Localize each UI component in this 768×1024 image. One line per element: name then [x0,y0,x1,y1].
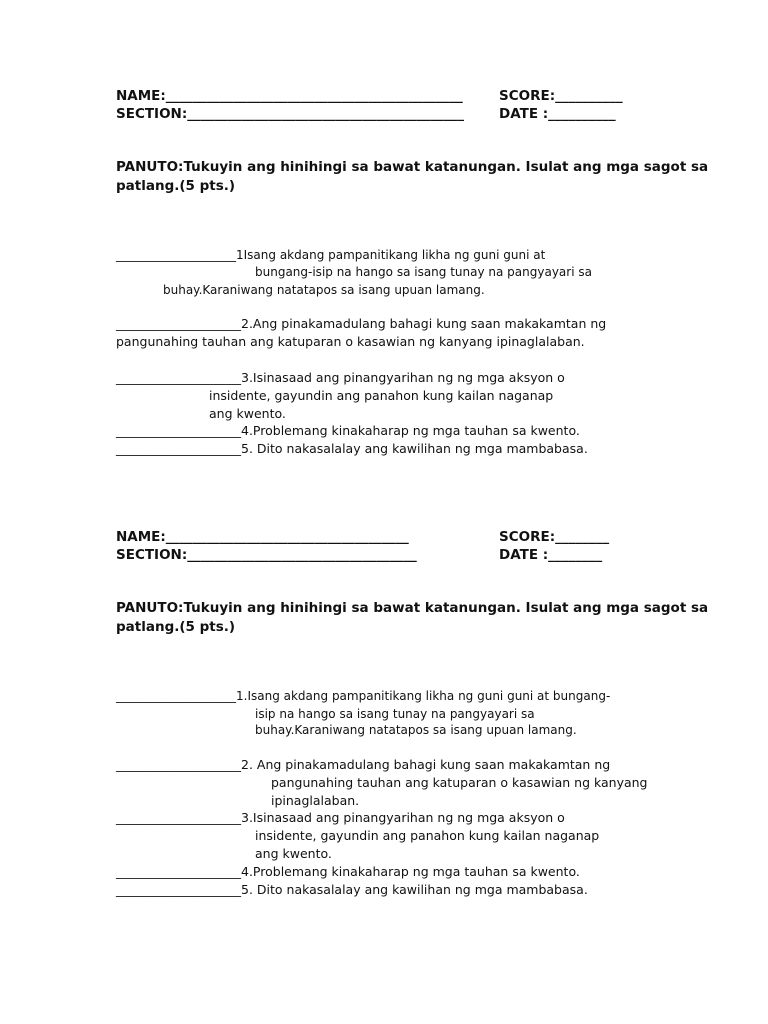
question-3-line-2: insidente, gayundin ang panahon kung kailan naganap [209,388,554,403]
question-2-line-1: ____________________2. Ang pinakamadulang bahagi kung saan makakamtan ng [116,757,611,772]
question-2-line-2: pangunahing tauhan ang katuparan o kasawian ng kanyang ipinaglalaban. [116,334,585,349]
score-field: SCORE:________ [499,529,610,545]
question-3-line-2: insidente, gayundin ang panahon kung kailan naganap [255,828,600,843]
instruction-line-2: patlang.(5 pts.) [116,178,236,194]
instruction-line-1: PANUTO:Tukuyin ang hinihingi sa bawat katanungan. Isulat ang mga sagot sa [116,159,709,175]
question-1-line-1: ____________________1Isang akdang pampanitikang likha ng guni guni at [116,248,546,262]
date-field: DATE :__________ [499,106,616,122]
date-field: DATE :________ [499,547,603,563]
instruction-line-2: patlang.(5 pts.) [116,619,236,635]
question-2-line-3: ipinaglalaban. [271,793,360,808]
section-field: SECTION:_________________________________________ [116,106,465,122]
name-field: NAME:____________________________________ [116,529,409,545]
question-3-line-1: ____________________3.Isinasaad ang pinangyarihan ng ng mga aksyon o [116,810,565,825]
question-3-line-3: ang kwento. [255,846,332,861]
question-2-line-1: ____________________2.Ang pinakamadulang bahagi kung saan makakamtan ng [116,316,607,331]
instruction-line-1: PANUTO:Tukuyin ang hinihingi sa bawat katanungan. Isulat ang mga sagot sa [116,600,709,616]
question-3-line-1: ____________________3.Isinasaad ang pinangyarihan ng ng mga aksyon o [116,370,565,385]
question-5: ____________________5. Dito nakasalalay ang kawilihan ng mga mambabasa. [116,882,588,897]
question-2-line-2: pangunahing tauhan ang katuparan o kasawian ng kanyang [271,775,648,790]
question-1-line-3: buhay.Karaniwang natatapos sa isang upuan lamang. [255,723,577,737]
question-4: ____________________4.Problemang kinakaharap ng mga tauhan sa kwento. [116,423,580,438]
question-4: ____________________4.Problemang kinakaharap ng mga tauhan sa kwento. [116,864,580,879]
question-1-line-3: buhay.Karaniwang natatapos sa isang upuan lamang. [163,283,485,297]
question-1-line-2: isip na hango sa isang tunay na pangyayari sa [255,707,535,721]
score-field: SCORE:__________ [499,88,623,104]
name-field: NAME:____________________________________________ [116,88,463,104]
question-5: ____________________5. Dito nakasalalay ang kawilihan ng mga mambabasa. [116,441,588,456]
question-1-line-2: bungang-isip na hango sa isang tunay na pangyayari sa [255,265,592,279]
question-1-line-1: ____________________1.Isang akdang pampanitikang likha ng guni guni at bungang- [116,689,611,703]
question-3-line-3: ang kwento. [209,406,286,421]
section-field: SECTION:__________________________________ [116,547,417,563]
